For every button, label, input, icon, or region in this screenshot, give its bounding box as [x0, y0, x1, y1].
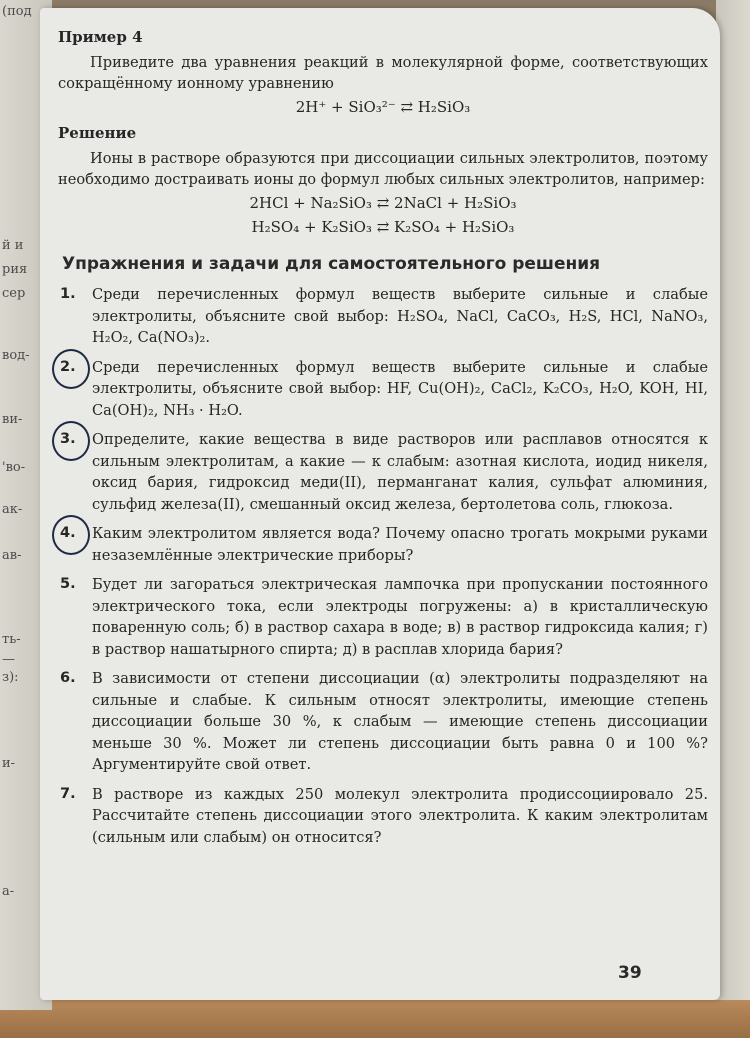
facing-page-fragment: й и	[2, 238, 24, 253]
exercise-text: Каким электролитом является вода? Почему опасно трогать мокрыми руками незаземлённые электрические приборы?	[92, 525, 708, 564]
facing-page-fragment: ви-	[2, 412, 23, 427]
example-task: Приведите два уравнения реакций в молекулярной форме, соответствующих сокращённому ионному уравнению	[58, 54, 708, 92]
facing-page-fragment: сер	[2, 286, 26, 301]
table-surface	[0, 1000, 750, 1038]
exercise-text: Среди перечисленных формул веществ выберите сильные и слабые электролиты, объясните свой выбор: H₂SO₄, NaCl, CaCO₃, H₂S, HCl, NaNO₃, H₂O₂, Ca(NO₃)₂.	[92, 286, 708, 346]
exercise-number: 1.	[60, 286, 76, 302]
facing-page-fragment: —	[2, 652, 15, 667]
facing-page-fragment: з):	[2, 670, 19, 685]
pen-circle-mark	[52, 349, 90, 389]
exercise-number: 5.	[60, 576, 76, 592]
molecular-equation-1: 2HCl + Na₂SiO₃ ⇄ 2NaCl + H₂SiO₃	[249, 194, 517, 212]
exercise-number: 3.	[60, 429, 76, 451]
solution-title: Решение	[58, 124, 137, 142]
exercise-text: В зависимости от степени диссоциации (α) электролиты подразделяют на сильные и слабые. К сильным относят электролиты, имеющие степень диссоциации больше 30 %, к слабым — имеющие степень диссоциации меньше 30 %. Может ли степень диссоциации быть равна 0 и 100 %? Аргументируйте свой ответ.	[92, 670, 708, 773]
exercise-item	[58, 668, 708, 776]
next-page-edge	[716, 0, 750, 1000]
exercise-text: В растворе из каждых 250 молекул электролита продиссоциировало 25. Рассчитайте степень диссоциации этого электролита. К каким электролитам (сильным или слабым) он относится?	[92, 785, 708, 846]
example-title: Пример 4	[58, 28, 143, 46]
exercise-number: 4.	[60, 523, 76, 545]
facing-page-fragment: ть-	[2, 632, 21, 647]
facing-page-fragment: вод-	[2, 348, 30, 363]
page-number: 39	[618, 963, 642, 983]
exercise-number: 2.	[60, 357, 76, 379]
textbook-page	[40, 8, 720, 1000]
molecular-equation-2: H₂SO₄ + K₂SiO₃ ⇄ K₂SO₄ + H₂SiO₃	[251, 218, 515, 236]
pen-circle-mark	[52, 515, 90, 555]
exercise-item	[58, 523, 708, 566]
facing-page-fragment: и-	[2, 756, 16, 771]
exercise-item	[58, 429, 708, 515]
pen-circle-mark	[52, 421, 90, 461]
exercise-text: Среди перечисленных формул веществ выберите сильные и слабые электролиты, объясните свой выбор: HF, Cu(OH)₂, CaCl₂, K₂CO₃, H₂O, KOH, HI, Ca(OH)₂, NH₃ · H₂O.	[92, 358, 708, 419]
exercise-number: 7.	[60, 785, 76, 802]
page-content	[58, 28, 708, 856]
facing-page-fragment: а-	[2, 884, 15, 899]
ionic-equation: 2H⁺ + SiO₃²⁻ ⇄ H₂SiO₃	[295, 98, 471, 116]
facing-page-fragment: 'во-	[2, 460, 26, 475]
facing-page-fragment: (под	[2, 4, 32, 19]
facing-page-fragment: ав-	[2, 548, 22, 563]
solution-text: Ионы в растворе образуются при диссоциации сильных электролитов, поэтому необходимо достраивать ионы до формул любых сильных электролитов, например:	[58, 150, 708, 188]
exercise-number: 6.	[60, 670, 76, 686]
exercise-text: Будет ли загораться электрическая лампочка при пропускании постоянного электрического тока, если электроды погружены: а) в кристаллическую поваренную соль; б) в раствор сахара в воде; в) в раствор гидроксида калия; г) в раствор нашатырного спирта; д) в расплав хлорида бария?	[92, 576, 708, 658]
facing-page-fragment: ак-	[2, 502, 23, 517]
exercise-item	[58, 284, 708, 349]
exercise-item	[58, 574, 708, 660]
exercise-item	[58, 784, 708, 849]
exercise-item	[58, 357, 708, 422]
facing-page-fragment: рия	[2, 262, 28, 277]
section-title: Упражнения и задачи для самостоятельного решения	[62, 254, 601, 274]
exercise-text: Определите, какие вещества в виде растворов или расплавов относятся к сильным электролитам, а какие — к слабым: азотная кислота, иодид никеля, оксид бария, гидроксид меди(II), перманганат калия, сульфат алюминия, сульфид железа(II), смешанный оксид железа, бертолетова соль, глюкоза.	[92, 431, 708, 513]
